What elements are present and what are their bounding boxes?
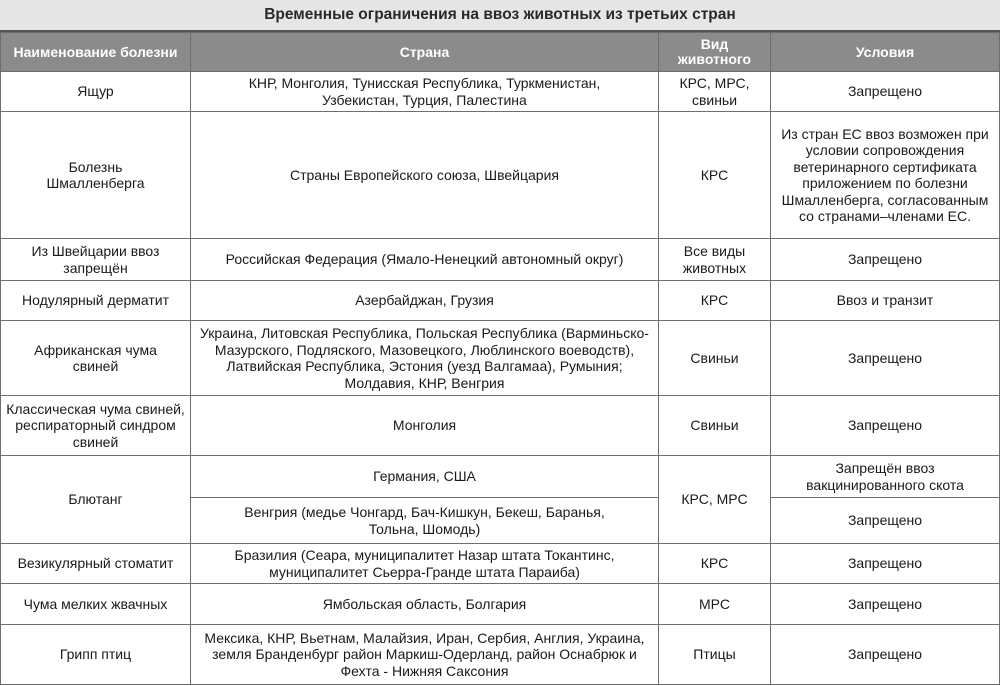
- cell-conditions: Запрещено: [771, 239, 1000, 281]
- restrictions-table: [0, 32, 1000, 685]
- header-disease: Наименование болезни: [1, 33, 191, 72]
- header-conditions: Условия: [771, 33, 1000, 72]
- cell-species: Свиньи: [659, 321, 771, 396]
- cell-conditions: Запрещено: [771, 544, 1000, 584]
- cell-conditions: Запрещён ввоз вакцинированного скота: [771, 456, 1000, 498]
- header-row: [1, 33, 1000, 72]
- cell-country: Монголия: [191, 396, 659, 456]
- table-row: [1, 396, 1000, 456]
- cell-conditions: Запрещено: [771, 498, 1000, 544]
- cell-country: Венгрия (медье Чонгард, Бач-Кишкун, Бекеш, Баранья, Тольна, Шомодь): [191, 498, 659, 544]
- cell-disease: Из Швейцарии ввоз запрещён: [1, 239, 191, 281]
- cell-conditions: Запрещено: [771, 321, 1000, 396]
- cell-disease: Чума мелких жвачных: [1, 584, 191, 625]
- table-row: [1, 321, 1000, 396]
- cell-species: Свиньи: [659, 396, 771, 456]
- cell-conditions: Запрещено: [771, 584, 1000, 625]
- table-row: [1, 72, 1000, 112]
- cell-disease: Ящур: [1, 72, 191, 112]
- cell-disease: Классическая чума свиней, респираторный синдром свиней: [1, 396, 191, 456]
- table-title: Временные ограничения на ввоз животных из третьих стран: [0, 0, 1000, 32]
- cell-conditions: Из стран ЕС ввоз возможен при условии сопровождения ветеринарного сертификата приложением по болезни Шмалленберга, согласованным со странами–членами ЕС.: [771, 112, 1000, 239]
- cell-disease: Африканская чума свиней: [1, 321, 191, 396]
- cell-species: КРС, МРС, свиньи: [659, 72, 771, 112]
- cell-conditions: Запрещено: [771, 72, 1000, 112]
- cell-species: КРС, МРС: [659, 456, 771, 544]
- cell-country: Ямбольская область, Болгария: [191, 584, 659, 625]
- header-country: Страна: [191, 33, 659, 72]
- cell-country: Германия, США: [191, 456, 659, 498]
- cell-conditions: Запрещено: [771, 396, 1000, 456]
- cell-country: КНР, Монголия, Тунисская Республика, Туркменистан, Узбекистан, Турция, Палестина: [191, 72, 659, 112]
- cell-species: КРС: [659, 112, 771, 239]
- cell-species: МРС: [659, 584, 771, 625]
- cell-country: Азербайджан, Грузия: [191, 281, 659, 321]
- cell-conditions: Ввоз и транзит: [771, 281, 1000, 321]
- cell-species: КРС: [659, 544, 771, 584]
- cell-disease: Болезнь Шмалленберга: [1, 112, 191, 239]
- cell-country: Мексика, КНР, Вьетнам, Малайзия, Иран, Сербия, Англия, Украина, земля Бранденбург район Маркиш-Одерланд, район Оснабрюк и Фехта - Нижняя Саксония: [191, 625, 659, 685]
- header-species: Вид животного: [659, 33, 771, 72]
- table-row: [1, 584, 1000, 625]
- cell-species: Все виды животных: [659, 239, 771, 281]
- cell-disease: Везикулярный стоматит: [1, 544, 191, 584]
- cell-country: Украина, Литовская Республика, Польская Республика (Варминьско-Мазурского, Подляского, Мазовецкого, Люблинского воеводств), Латвийская Республика, Эстония (уезд Валгамаа), Румыния; Молдавия, КНР, Венгрия: [191, 321, 659, 396]
- table-row: [1, 456, 1000, 498]
- table-row: [1, 544, 1000, 584]
- cell-species: КРС: [659, 281, 771, 321]
- table-row: [1, 239, 1000, 281]
- cell-disease: Грипп птиц: [1, 625, 191, 685]
- cell-species: Птицы: [659, 625, 771, 685]
- table-row: [1, 112, 1000, 239]
- cell-country: Бразилия (Сеара, муниципалитет Назар штата Токантинс, муниципалитет Сьерра-Гранде штата Параиба): [191, 544, 659, 584]
- table-row: [1, 281, 1000, 321]
- cell-disease: Блютанг: [1, 456, 191, 544]
- cell-conditions: Запрещено: [771, 625, 1000, 685]
- cell-disease: Нодулярный дерматит: [1, 281, 191, 321]
- table-row: [1, 625, 1000, 685]
- cell-country: Страны Европейского союза, Швейцария: [191, 112, 659, 239]
- cell-country: Российская Федерация (Ямало-Ненецкий автономный округ): [191, 239, 659, 281]
